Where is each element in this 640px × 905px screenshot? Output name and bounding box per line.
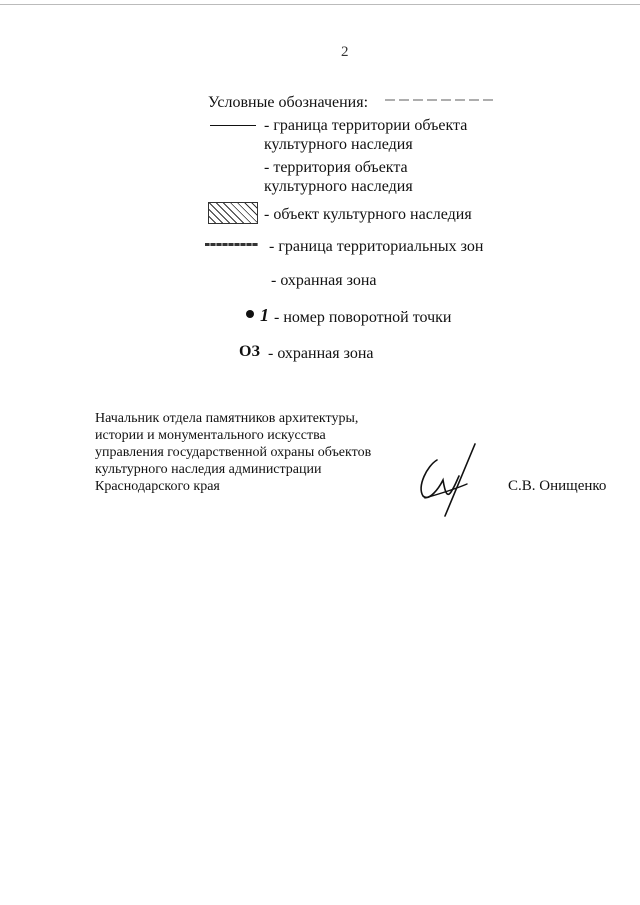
signature-position-line4: культурного наследия администрации <box>95 462 322 477</box>
page-number: 2 <box>341 44 349 60</box>
legend-item-turning-point: - номер поворотной точки <box>274 309 452 326</box>
legend-item-protective-zone: - охранная зона <box>271 272 377 289</box>
legend-item-heritage-object: - объект культурного наследия <box>264 206 472 223</box>
legend-item-zone-border: - граница территориальных зон <box>269 238 484 255</box>
signature-position-line2: истории и монументального искусства <box>95 428 326 443</box>
signature-position-line5: Краснодарского края <box>95 479 220 494</box>
signatory-name: С.В. Онищенко <box>508 478 607 494</box>
solid-boundary-line-symbol <box>210 125 256 126</box>
legend-item-boundary-line1: - граница территории объекта <box>264 117 468 134</box>
hatched-area-symbol <box>208 202 258 224</box>
legend-item-territory-line2: культурного наследия <box>264 178 413 195</box>
legend-item-oz: - охранная зона <box>268 345 374 362</box>
dashed-zone-line-symbol <box>205 243 258 246</box>
faded-text-remnant <box>385 99 495 101</box>
legend-item-boundary-line2: культурного наследия <box>264 136 413 153</box>
legend-item-territory-line1: - территория объекта <box>264 159 408 176</box>
handwritten-signature <box>405 440 495 520</box>
top-border-line <box>0 4 640 5</box>
legend-title: Условные обозначения: <box>208 94 369 111</box>
point-number-symbol: 1 <box>260 305 269 325</box>
bullet-point-symbol <box>246 310 254 318</box>
signature-position-line1: Начальник отдела памятников архитектуры, <box>95 411 359 426</box>
oz-symbol: ОЗ <box>239 343 260 360</box>
signature-position-line3: управления государственной охраны объектов <box>95 445 372 460</box>
